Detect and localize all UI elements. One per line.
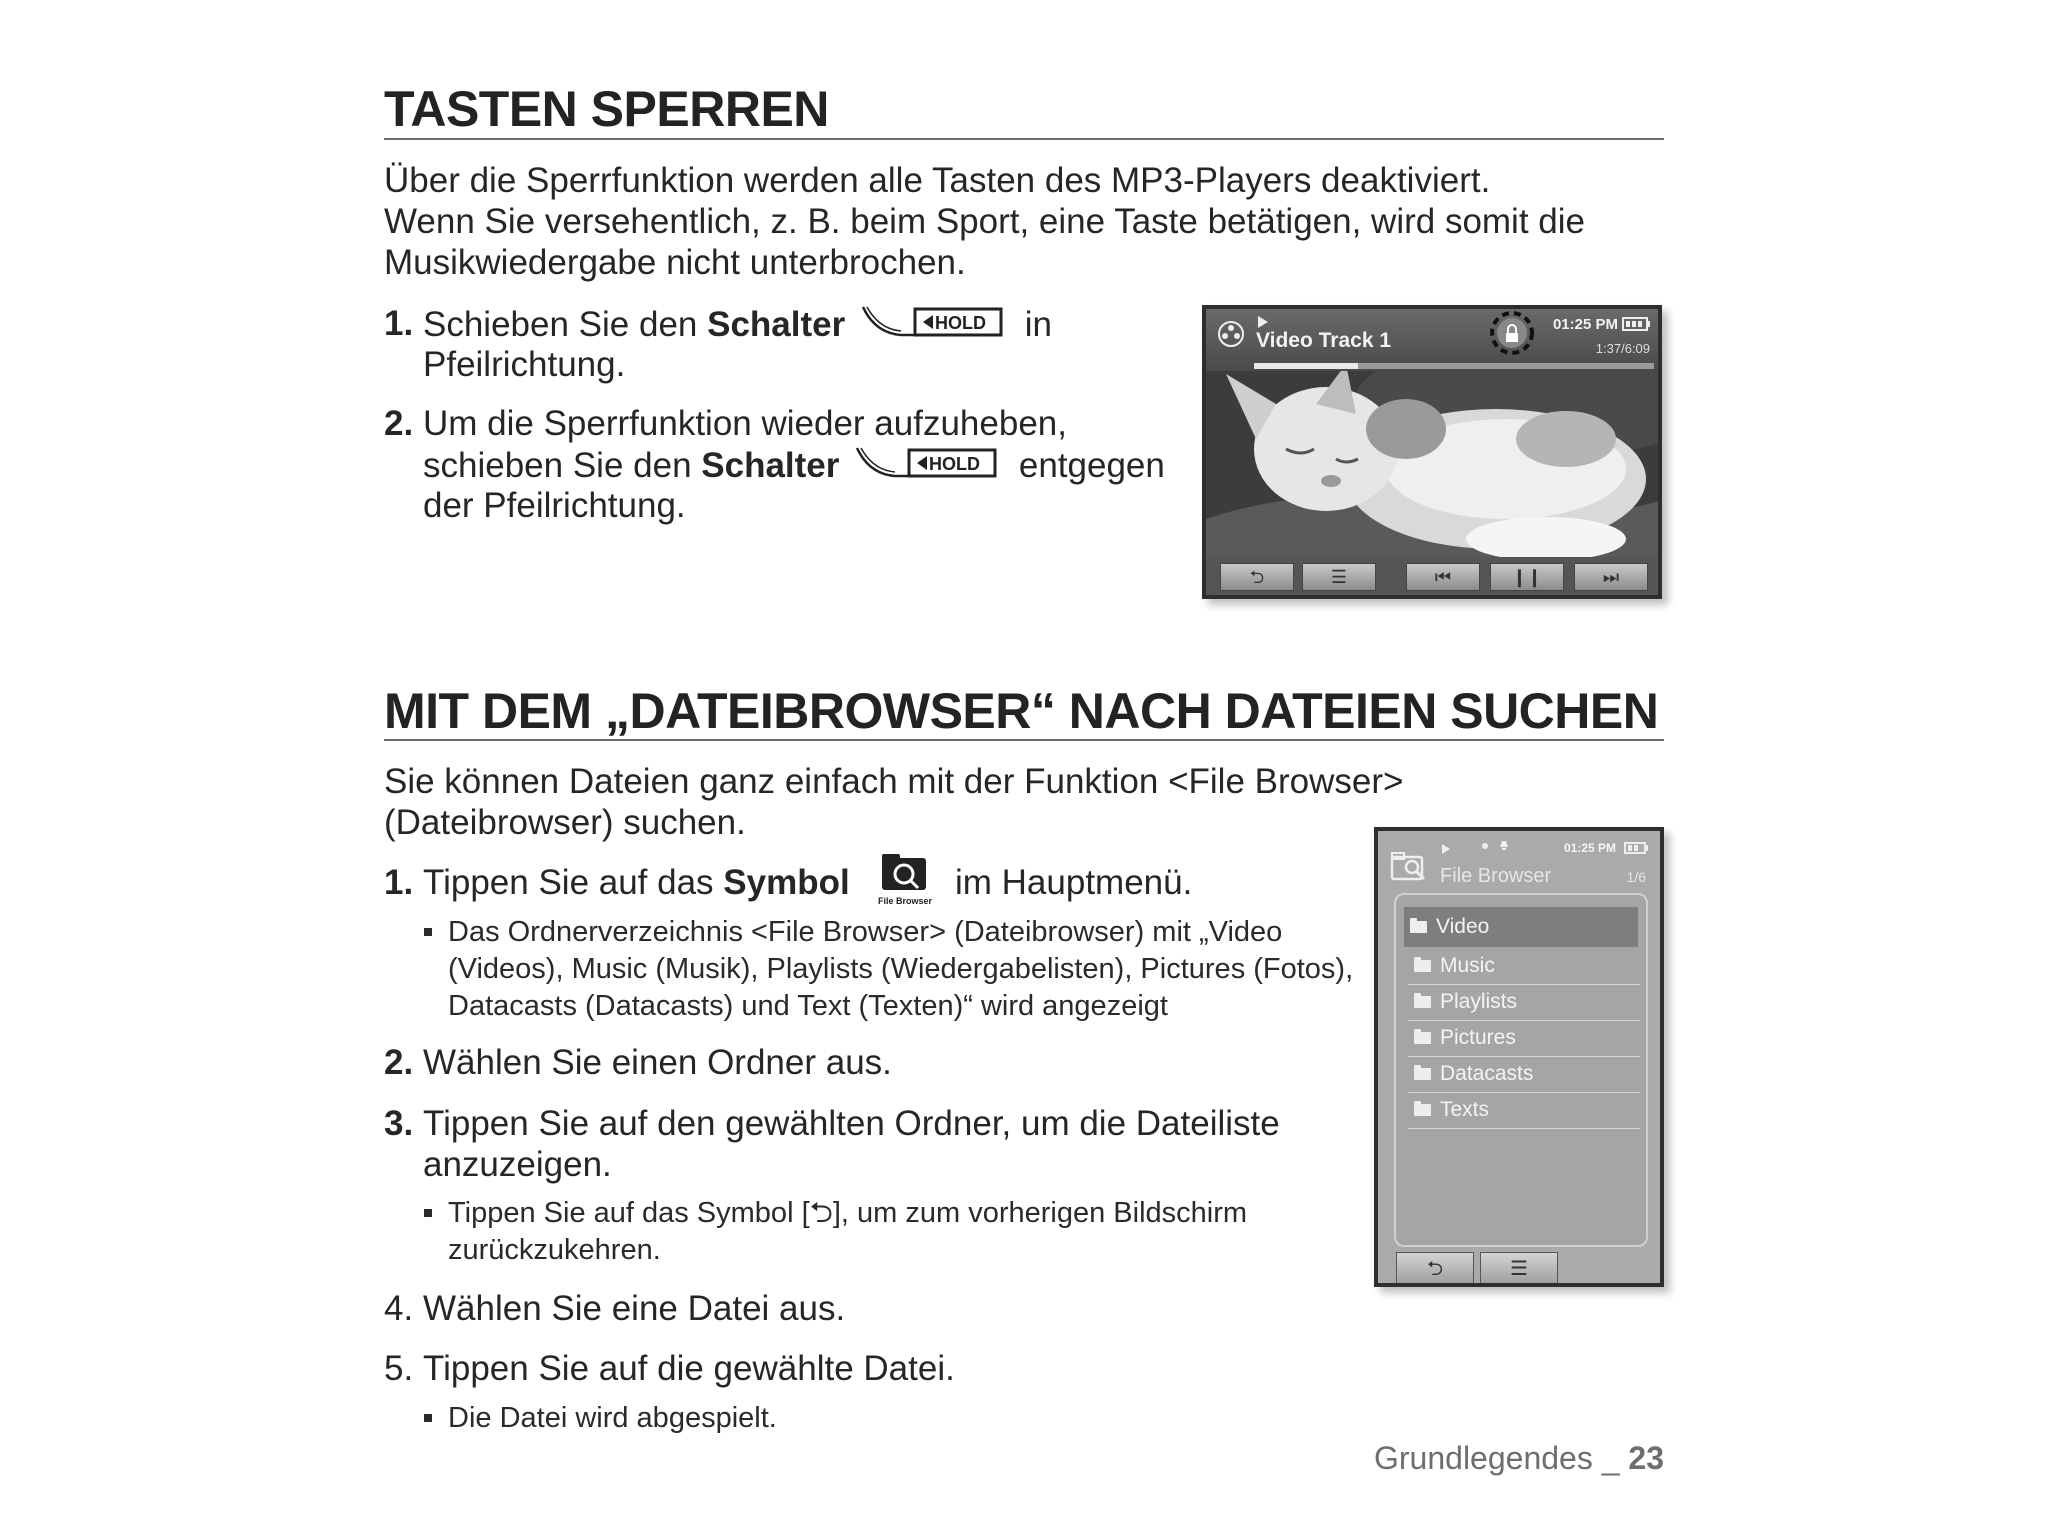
menu-button[interactable] [1302,563,1376,591]
video-progress-bar[interactable] [1254,363,1654,369]
pause-icon: ❙❙ [1511,567,1543,587]
step-text-line1: Um die Sperrfunktion wieder aufzuheben, [423,404,1067,443]
hold-switch-icon [855,444,1003,491]
rewind-icon: ⏮ [1434,567,1452,587]
step-text-line2 [423,444,1165,491]
folder-icon [1414,1104,1431,1116]
intro-line: Musikwiedergabe nicht unterbrochen. [384,243,966,282]
step-text [423,862,850,903]
step-number: 3. [384,1104,414,1143]
step-text-bold: Schalter [707,304,846,344]
folder-list [1394,893,1648,1247]
video-player-screenshot [1202,305,1662,599]
bullet-marker [424,928,432,936]
folder-label: Texts [1440,1098,1490,1121]
video-clock: 01:25 PM [1552,316,1618,333]
section-divider [384,138,1664,140]
bullet-marker [424,1414,432,1422]
step-text-line3: der Pfeilrichtung. [423,486,686,525]
folder-label: Playlists [1440,990,1518,1013]
bullet-line: Das Ordnerverzeichnis <File Browser> (Dateibrowser) mit „Video [448,916,1283,948]
step-text-line1: Tippen Sie auf den gewählten Ordner, um die Dateiliste [423,1104,1280,1143]
battery-icon [1624,841,1648,859]
video-icon [1216,319,1246,354]
folder-label: Datacasts [1440,1062,1534,1085]
bullet-line [448,1195,1247,1232]
status-icons [1480,839,1514,858]
pause-button[interactable] [1490,563,1564,591]
step-1-lock [384,303,1184,393]
page-footer [1374,1440,1664,1477]
video-track-title: Video Track 1 [1256,329,1392,352]
step-text-post: im Hauptmenü. [955,863,1193,902]
bullet-folder-list [424,914,1364,1025]
step-text-post: entgegen [1018,445,1165,485]
menu-icon: ☰ [1510,1258,1528,1280]
step-text-line2: Pfeilrichtung. [423,345,626,384]
intro-line: Wenn Sie versehentlich, z. B. beim Sport, eine Taste betätigen, wird somit die [384,202,1585,241]
file-browser-count: 1/6 [1626,869,1646,885]
step-2-unlock [384,403,1184,533]
back-icon: ⮌ [1249,567,1265,587]
bullet-file-plays [424,1400,1364,1437]
step-number: 5. [384,1349,414,1388]
step-number: 2. [384,1043,414,1082]
section-title-dateibrowser: MIT DEM „DATEIBROWSER“ NACH DATEIEN SUCHEN [384,683,1659,739]
bullet-text-pre: Tippen Sie auf das Symbol [ [448,1197,810,1229]
folder-item-datacasts[interactable] [1408,1057,1640,1093]
battery-icon [1622,317,1650,336]
bullet-marker [424,1209,432,1217]
folder-icon [1414,1032,1431,1044]
folder-item-texts[interactable] [1408,1093,1640,1129]
hold-label: HOLD [934,313,986,333]
menu-icon: ☰ [1330,567,1348,587]
step-number: 1. [384,863,414,902]
step-text-post: in [1024,304,1052,344]
folder-icon [1410,921,1427,933]
file-browser-icon-caption: File Browser [877,896,933,906]
back-icon: ⮌ [809,1197,833,1229]
bullet-line: Datacasts (Datacasts) und Text (Texten)“ wird angezeigt [448,990,1168,1022]
bullet-back-hint [424,1195,1364,1269]
section-divider [384,739,1664,741]
hold-label: HOLD [929,454,981,474]
back-button[interactable] [1396,1252,1474,1286]
bullet-text-post: ], um zum vorherigen Bildschirm [832,1197,1248,1229]
bullet-line: (Videos), Music (Musik), Playlists (Wiedergabelisten), Pictures (Fotos), [448,953,1354,985]
step-number: 4. [384,1289,414,1328]
hold-switch-icon [861,303,1009,350]
step-text-bold: Symbol [723,863,850,902]
step-4-select-file [384,1288,1344,1329]
step-text-pre: Tippen Sie auf das [423,863,724,902]
folder-item-pictures[interactable] [1408,1021,1640,1057]
menu-button[interactable] [1480,1252,1558,1286]
step-1-open-file-browser [384,862,1344,912]
step-2-select-folder [384,1042,1344,1083]
bullet-line: zurückzukehren. [448,1234,661,1266]
file-browser-icon [874,848,936,910]
folder-label: Pictures [1440,1026,1516,1049]
file-browser-header: File Browser [1440,865,1552,887]
lock-icon [1488,309,1536,362]
folder-item-playlists[interactable] [1408,985,1640,1021]
video-elapsed-time: 1:37/6:09 [1595,341,1650,356]
step-text: Wählen Sie eine Datei aus. [423,1289,846,1328]
folder-icon [1414,1068,1431,1080]
folder-item-music[interactable] [1408,949,1640,985]
back-button[interactable] [1220,563,1294,591]
intro-line: (Dateibrowser) suchen. [384,803,746,842]
intro-line: Sie können Dateien ganz einfach mit der Funktion <File Browser> [384,762,1404,801]
fast-forward-icon: ⏭ [1602,567,1620,587]
step-text: Wählen Sie einen Ordner aus. [423,1043,892,1082]
section-title-tasten-sperren: TASTEN SPERREN [384,81,829,137]
bullet-line: Die Datei wird abgespielt. [448,1402,777,1434]
step-text: Tippen Sie auf die gewählte Datei. [423,1349,955,1388]
file-browser-icon [1390,849,1430,888]
folder-label: Video [1436,915,1490,938]
step-number: 2. [384,404,414,443]
folder-icon [1414,996,1431,1008]
back-icon: ⮌ [1426,1258,1444,1280]
step-text [423,303,1052,350]
page-number: 23 [1628,1440,1664,1476]
intro-line: Über die Sperrfunktion werden alle Tasten des MP3-Players deaktiviert. [384,161,1491,200]
step-text-pre: Schieben Sie den [423,304,708,344]
play-indicator-icon [1442,841,1450,859]
step-5-tap-file [384,1348,1344,1389]
folder-item-video[interactable] [1404,907,1638,947]
footer-section: Grundlegendes _ [1374,1440,1629,1476]
step-3-open-folder [384,1103,1344,1185]
folder-label: Music [1440,954,1495,977]
fast-forward-button[interactable] [1574,563,1648,591]
step-text-bold: Schalter [701,445,840,485]
step-text-line2: anzuzeigen. [423,1145,612,1184]
step-text-pre: schieben Sie den [423,445,702,485]
rewind-button[interactable] [1406,563,1480,591]
file-browser-clock: 01:25 PM [1563,841,1616,855]
file-browser-screenshot [1374,827,1664,1287]
video-progress-fill [1254,363,1358,369]
folder-icon [1414,960,1431,972]
step-1-suffix [955,862,1192,903]
step-number: 1. [384,304,414,343]
